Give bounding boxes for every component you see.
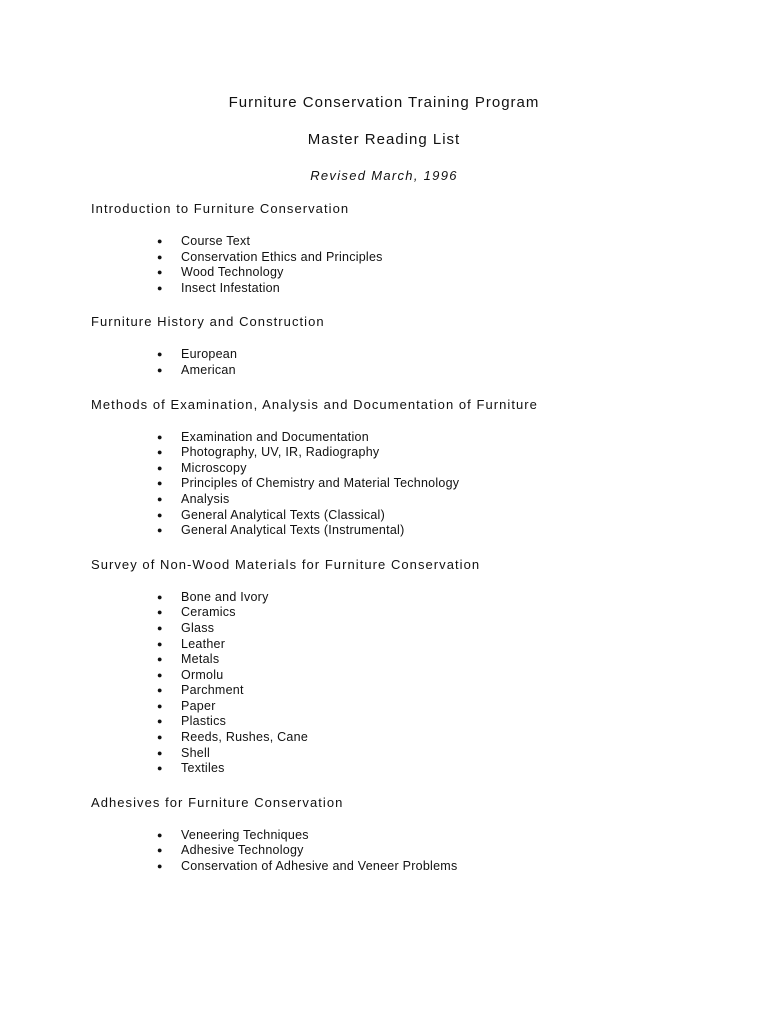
bullet-icon: ● [157, 763, 163, 774]
bullet-icon: ● [157, 478, 163, 489]
list-item [91, 347, 731, 363]
bullet-icon: ● [157, 845, 163, 856]
section-items [91, 430, 731, 539]
list-item [91, 746, 731, 762]
list-item-label: Course Text [181, 234, 251, 248]
list-item [91, 590, 731, 606]
section-items [91, 347, 731, 378]
section-items [91, 828, 731, 875]
list-item [91, 652, 731, 668]
section-heading: Adhesives for Furniture Conservation [91, 794, 344, 810]
list-item [91, 508, 731, 524]
document-title: Furniture Conservation Training Program [228, 94, 540, 111]
section-items [91, 590, 731, 777]
list-item [91, 476, 731, 492]
bullet-icon: ● [157, 669, 163, 680]
section-items [91, 234, 731, 296]
list-item [91, 730, 731, 746]
list-item-label: Veneering Techniques [181, 827, 309, 842]
list-item [91, 828, 731, 844]
list-item [91, 859, 731, 875]
bullet-icon: ● [157, 282, 163, 293]
bullet-icon: ● [157, 509, 163, 520]
bullet-icon: ● [157, 622, 163, 633]
bullet-icon: ● [157, 591, 163, 602]
bullet-icon: ● [157, 462, 163, 473]
list-item-label: Examination and Documentation [181, 429, 369, 444]
list-item [91, 265, 731, 281]
list-item-label: Ormolu [181, 667, 224, 682]
list-item [91, 605, 731, 621]
list-item-label: Ceramics [181, 605, 236, 620]
bullet-icon: ● [157, 493, 163, 504]
list-item-label: European [181, 347, 238, 362]
bullet-icon: ● [157, 716, 163, 727]
section-heading: Introduction to Furniture Conservation [91, 201, 350, 216]
list-item [91, 234, 731, 250]
section-heading: Furniture History and Construction [91, 314, 325, 330]
bullet-icon: ● [157, 525, 163, 536]
bullet-icon: ● [157, 447, 163, 458]
list-item-label: Analysis [181, 491, 230, 506]
list-item-label: Plastics [181, 714, 227, 729]
bullet-icon: ● [157, 747, 163, 758]
list-item [91, 843, 731, 859]
list-item [91, 761, 731, 777]
list-item-label: Leather [181, 636, 226, 651]
document-subtitle: Master Reading List [307, 131, 461, 148]
list-item [91, 621, 731, 637]
bullet-icon: ● [157, 638, 163, 649]
list-item-label: Bone and Ivory [181, 589, 269, 604]
list-item-label: General Analytical Texts (Classical) [181, 507, 385, 522]
list-item-label: Glass [181, 620, 215, 635]
list-item-label: General Analytical Texts (Instrumental) [181, 523, 405, 538]
bullet-icon: ● [157, 829, 163, 840]
list-item-label: Microscopy [181, 460, 247, 475]
list-item [91, 668, 731, 684]
list-item-label: Textiles [181, 761, 225, 776]
list-item-label: American [181, 362, 236, 377]
list-item [91, 445, 731, 461]
list-item-label: Adhesive Technology [181, 843, 304, 858]
list-item [91, 281, 731, 297]
list-item-label: Paper [181, 698, 216, 713]
list-item [91, 492, 731, 508]
bullet-icon: ● [157, 861, 163, 872]
list-item-label: Conservation of Adhesive and Veneer Problems [181, 859, 458, 874]
list-item-label: Metals [181, 652, 220, 667]
bullet-icon: ● [157, 364, 163, 375]
section-heading: Survey of Non-Wood Materials for Furniture Conservation [91, 556, 481, 572]
list-item [91, 637, 731, 653]
list-item [91, 699, 731, 715]
bullet-icon: ● [157, 267, 163, 278]
list-item-label: Principles of Chemistry and Material Technology [181, 476, 460, 491]
list-item-label: Reeds, Rushes, Cane [181, 730, 309, 745]
bullet-icon: ● [157, 236, 163, 246]
list-item-label: Conservation Ethics and Principles [181, 249, 383, 264]
list-item [91, 714, 731, 730]
list-item-label: Wood Technology [181, 265, 284, 280]
list-item [91, 363, 731, 379]
bullet-icon: ● [157, 685, 163, 696]
list-item [91, 523, 731, 539]
list-item [91, 250, 731, 266]
revision-date: Revised March, 1996 [310, 168, 458, 183]
list-item-label: Shell [181, 745, 211, 760]
bullet-icon: ● [157, 607, 163, 618]
list-item-label: Photography, UV, IR, Radiography [181, 445, 380, 460]
bullet-icon: ● [157, 732, 163, 743]
list-item [91, 683, 731, 699]
list-item [91, 461, 731, 477]
bullet-icon: ● [157, 251, 163, 262]
bullet-icon: ● [157, 349, 163, 360]
section-heading: Methods of Examination, Analysis and Documentation of Furniture [91, 396, 538, 412]
bullet-icon: ● [157, 654, 163, 665]
list-item-label: Insect Infestation [181, 280, 281, 295]
bullet-icon: ● [157, 431, 163, 442]
list-item-label: Parchment [181, 683, 244, 698]
reading-list [91, 200, 731, 892]
list-item [91, 430, 731, 446]
bullet-icon: ● [157, 700, 163, 711]
